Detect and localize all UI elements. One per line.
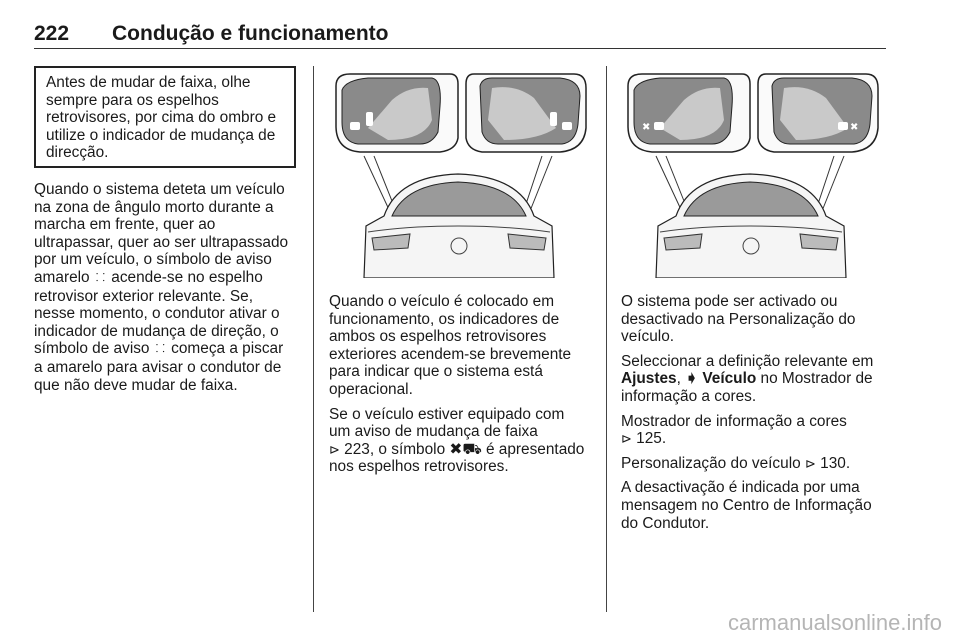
text-line: indicador de mudança de direção, o (34, 322, 279, 340)
text-line: ambos os espelhos retrovisores (329, 328, 547, 346)
paragraph (329, 293, 597, 399)
text-line: para indicar que o sistema está (329, 363, 543, 381)
text-line: , (676, 370, 686, 388)
text-line: 130. (815, 454, 851, 472)
text-line: por um veículo, o símbolo de aviso (34, 251, 272, 269)
text-line: na zona de ângulo morto durante a (34, 198, 274, 216)
text-line: um aviso de mudança de faixa (329, 423, 538, 441)
paragraph (621, 353, 891, 406)
lane-change-off-icon: ✖ (850, 122, 859, 133)
text-line: Antes de mudar de faixa, olhe (46, 74, 251, 91)
menu-veiculo: Veículo (702, 370, 757, 388)
page-header (34, 22, 886, 49)
text-line: símbolo de aviso (34, 340, 154, 358)
paragraph (34, 181, 302, 394)
left-mirror (336, 74, 458, 152)
column-divider (313, 66, 314, 612)
text-line: Seleccionar a definição relevante em (621, 352, 874, 370)
text-line: é apresentado (481, 440, 585, 458)
car-icon (654, 122, 664, 130)
page-reference-arrow-icon: ⊳ (329, 441, 340, 457)
text-line: Quando o sistema deteta um veículo (34, 181, 285, 198)
text-line: operacional. (329, 380, 413, 398)
page-number: 222 (34, 22, 70, 45)
text-line: retrovisores, por cima do ombro e (46, 109, 277, 127)
car-icon (838, 122, 848, 130)
text-line: que não deve mudar de faixa. (34, 376, 238, 394)
text-line: amarelo (34, 268, 94, 286)
text-line: A desactivação é indicada por uma (621, 479, 860, 497)
blind-spot-icon (366, 112, 373, 126)
paragraph (621, 479, 891, 532)
text-line: informação a cores. (621, 387, 757, 405)
text-line: ultrapassar, quer ao ser ultrapassado (34, 233, 289, 251)
text-line: nesse momento, o condutor ativar o (34, 305, 280, 323)
text-line: no Mostrador de (756, 370, 873, 388)
text-line: desactivado na Personalização do (621, 310, 856, 328)
text-line: do Condutor. (621, 514, 710, 532)
left-mirror (628, 74, 750, 152)
text-line: marcha em frente, quer ao (34, 216, 216, 234)
column-divider (606, 66, 607, 612)
car-rear (364, 174, 554, 278)
text-line: acende-se no espelho (107, 268, 263, 286)
text-line: utilize o indicador de mudança de (46, 126, 276, 144)
text-line: exteriores acendem-se brevemente (329, 345, 572, 363)
text-line: 223, o símbolo (339, 440, 450, 458)
lane-change-warning-icon: ✖⛟ (449, 440, 482, 458)
right-mirror (758, 74, 878, 152)
text-line: veículo. (621, 328, 675, 346)
column-2-text (329, 293, 597, 483)
text-line: começa a piscar (166, 340, 284, 358)
car-icon (350, 122, 360, 130)
car-rear (656, 174, 846, 278)
menu-ajustes: Ajustes (621, 370, 677, 388)
blind-spot-icon (550, 112, 557, 126)
car-icon (562, 122, 572, 130)
text-line: nos espelhos retrovisores. (329, 458, 509, 476)
warning-text (46, 74, 286, 162)
text-line: Personalização do veículo (621, 454, 805, 472)
blind-spot-warning-icon: ⸬ (155, 343, 165, 356)
column-1-text (34, 181, 302, 401)
text-line: direcção. (46, 144, 109, 162)
right-mirror (466, 74, 586, 152)
paragraph (621, 293, 891, 346)
text-line: Quando o veículo é colocado em (329, 293, 555, 310)
page-title: Condução e funcionamento (112, 22, 389, 45)
text-line: mensagem no Centro de Informação (621, 496, 872, 514)
text-line: a amarelo para avisar o condutor de (34, 358, 282, 376)
paragraph (621, 455, 891, 473)
lane-change-off-icon: ✖ (642, 122, 651, 133)
text-line: funcionamento, os indicadores de (329, 310, 560, 328)
page-reference-arrow-icon: ⊳ (621, 431, 632, 447)
paragraph (621, 413, 891, 448)
text-line: Mostrador de informação a cores (621, 412, 847, 430)
mirror-illustration-deactivated (620, 66, 882, 278)
warning-box (34, 66, 296, 168)
paragraph (329, 406, 597, 476)
mirror-illustration-warning (328, 66, 590, 278)
watermark: carmanualsonline.info (727, 610, 942, 635)
menu-arrow-icon: ➧ (685, 370, 699, 388)
blind-spot-warning-icon: ⸬ (95, 271, 106, 284)
text-line: sempre para os espelhos (46, 91, 219, 109)
page-reference-arrow-icon: ⊳ (804, 455, 816, 471)
text-line: retrovisor exterior relevante. Se, (34, 287, 253, 305)
text-line: Se o veículo estiver equipado com (329, 405, 565, 423)
text-line: O sistema pode ser activado ou (621, 293, 838, 310)
column-3-text (621, 293, 891, 539)
text-line: 125. (631, 430, 667, 448)
